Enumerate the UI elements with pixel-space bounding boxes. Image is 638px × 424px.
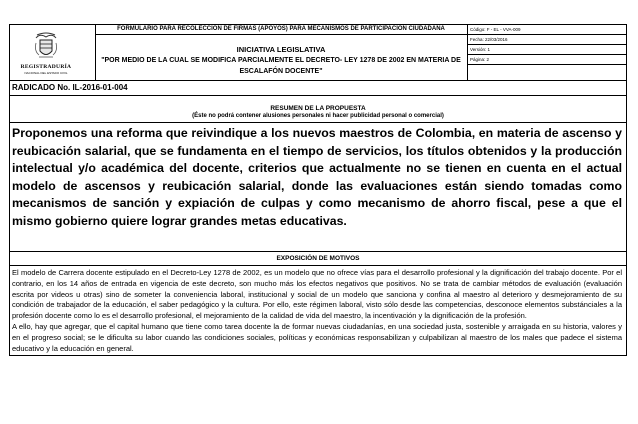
fecha: Fecha: 22/03/2016 [470,37,508,42]
radicado-bottom-line [9,95,627,96]
header-divider [95,34,467,35]
initiative-label: INICIATIVA LEGISLATIVA [236,45,326,54]
exposicion-paragraph-1: El modelo de Carrera docente estipulado en el Decreto-Ley 1278 de 2002, es un modelo que no ofrece vías para el desarrollo profesional y la dignificación del trabajo docente. Por el contrario, en los 14 años de entrada en vigencia de este decreto, son mucho más los efectos negativos que positivos. No se trata de cambiar métodos de evaluación (evaluación escrita por videos u otras) sino de someter la conveniencia laboral, institucional y social de un modelo que sanciona y confina al maestro al deterioro y desmejoramiento de su condición de trabajador de la educación, el saber pedagógico y la cultura. Por ello, este régimen laboral, visto sólo desde las competencias, desconoce elementos substánciales a la profesión docente como lo es el desarrollo profesional, el mejoramiento de la calidad de vida del maestro, la incentivación y la dignificación de la profesión. [12,268,622,321]
form-title: FORMULARIO PARA RECOLECCION DE FIRMAS (APOYOS) PARA MECANISMOS DE PARTICIPACION CIUDADANA [117,26,445,32]
exposicion-header-line [9,265,627,266]
meta-row-line [467,54,626,55]
exposicion-body [12,268,622,354]
logo-subtitle: NACIONAL DEL ESTADO CIVIL [24,71,68,75]
header-bottom-line [9,80,627,81]
coat-of-arms-icon [34,31,58,61]
logo-name: REGISTRADURÍA [20,64,72,70]
meta-row-line [467,34,626,35]
meta-row-line [467,44,626,45]
pagina: Página: 2 [470,57,490,62]
resumen-subtitle: (Éste no podrá contener alusiones personales ni hacer publicidad personal o comercial) [192,113,444,119]
resumen-bottom-line [9,251,627,252]
resumen-text: Proponemos una reforma que reivindique a los nuevos maestros de Colombia, en materia de ascenso y reubicación salarial, que se fundamenta en el tiempo de servicios, los títulos obtenidos y la producción intelectual y/o académica del docente, criterios que actualmente no se tienen en cuenta en el actual modelo de ascensos y reubicación salarial, donde las evaluaciones están siendo tomadas como mecanismos de sanción y expiación de culpas y como mecanismo de ahorro fiscal, pese a que el mismo gobierno quiere lograr grandes metas educativas. [12,126,622,228]
meta-divider [467,24,468,80]
resumen-header-line [9,122,627,123]
exposicion-title: EXPOSICIÓN DE MOTIVOS [276,255,360,262]
codigo: Código: F - EL - VVA-009 [470,27,521,32]
resumen-title: RESUMEN DE LA PROPUESTA [270,105,366,112]
decree-title-line1: "POR MEDIO DE LA CUAL SE MODIFICA PARCIALMENTE EL DECRETO- LEY 1278 DE 2002 EN MATERIA DE [101,57,461,64]
version: Versión: 1 [470,47,491,52]
meta-row-line [467,64,626,65]
decree-title-line2: ESCALAFÓN DOCENTE" [239,68,323,75]
radicado-number: RADICADO No. IL-2016-01-004 [12,83,128,92]
exposicion-paragraph-2: A ello, hay que agregar, que el capital humano que tiene como tarea docente la de formar nuevas ciudadanías, en una sociedad justa, sostenible y arraigada en su historia, valores y en el progreso social; se le dificulta su labor cuando las condiciones sociales, políticas y económicas responsabilizan y culpabilizan al maestro de los males que padece el sistema educativo y la educación en general. [12,321,622,353]
